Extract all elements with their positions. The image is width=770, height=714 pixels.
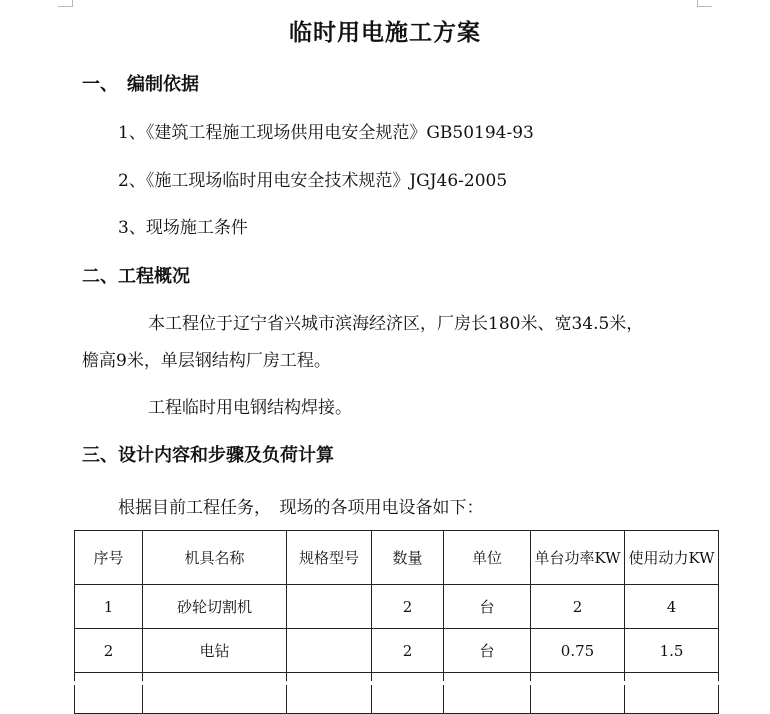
page-corner-mark-right: [697, 0, 712, 7]
table-cell: 2: [531, 585, 625, 629]
table-cell: 2: [372, 585, 444, 629]
header-cell: 机具名称: [143, 531, 287, 585]
document-title: 临时用电施工方案: [289, 19, 481, 46]
table-cell: [287, 585, 372, 629]
table-cell: 4: [625, 585, 719, 629]
table-cell: 1: [75, 585, 143, 629]
header-cell: 数量: [372, 531, 444, 585]
table-cell: 1.5: [625, 629, 719, 673]
table-cell: [143, 673, 287, 714]
table-row: [75, 673, 719, 714]
table-cell: [444, 673, 531, 714]
table-cell: 2: [75, 629, 143, 673]
page-corner-mark-left: [58, 0, 73, 7]
basis-item-3: 3、现场施工条件: [118, 218, 248, 238]
equipment-table: [74, 530, 719, 714]
equipment-intro: 根据目前工程任务， 现场的各项用电设备如下：: [118, 498, 484, 518]
header-cell: 单台功率KW: [531, 531, 625, 585]
section-heading-design: 三、设计内容和步骤及负荷计算: [82, 445, 334, 466]
table-cell: [287, 673, 372, 714]
overview-paragraph-line3: 工程临时用电钢结构焊接。: [148, 398, 352, 418]
table-cell: [372, 673, 444, 714]
table-cell: 0.75: [531, 629, 625, 673]
table-cell: 台: [444, 585, 531, 629]
basis-item-2: 2、《施工现场临时用电安全技术规范》JGJ46-2005: [118, 171, 508, 191]
overview-paragraph-line1: 本工程位于辽宁省兴城市滨海经济区，厂房长180米、宽34.5米，: [148, 314, 644, 334]
page-bottom-edge: [0, 681, 770, 685]
section-heading-basis: 一、 编制依据: [82, 74, 199, 95]
table-cell: 2: [372, 629, 444, 673]
section-heading-overview: 二、工程概况: [82, 266, 190, 287]
table-cell: 台: [444, 629, 531, 673]
table-cell: [287, 629, 372, 673]
table-row: [75, 629, 719, 673]
table-cell: [75, 673, 143, 714]
table-header-row: [75, 531, 719, 585]
basis-item-1: 1、《建筑工程施工现场供用电安全规范》GB50194-93: [118, 123, 534, 143]
header-cell: 规格型号: [287, 531, 372, 585]
header-cell: 序号: [75, 531, 143, 585]
header-cell: 使用动力KW: [625, 531, 719, 585]
table-cell: 砂轮切割机: [143, 585, 287, 629]
table-cell: [531, 673, 625, 714]
table-cell: [625, 673, 719, 714]
header-cell: 单位: [444, 531, 531, 585]
table-row: [75, 585, 719, 629]
overview-paragraph-line2: 檐高9米，单层钢结构厂房工程。: [82, 351, 331, 371]
table-cell: 电钻: [143, 629, 287, 673]
